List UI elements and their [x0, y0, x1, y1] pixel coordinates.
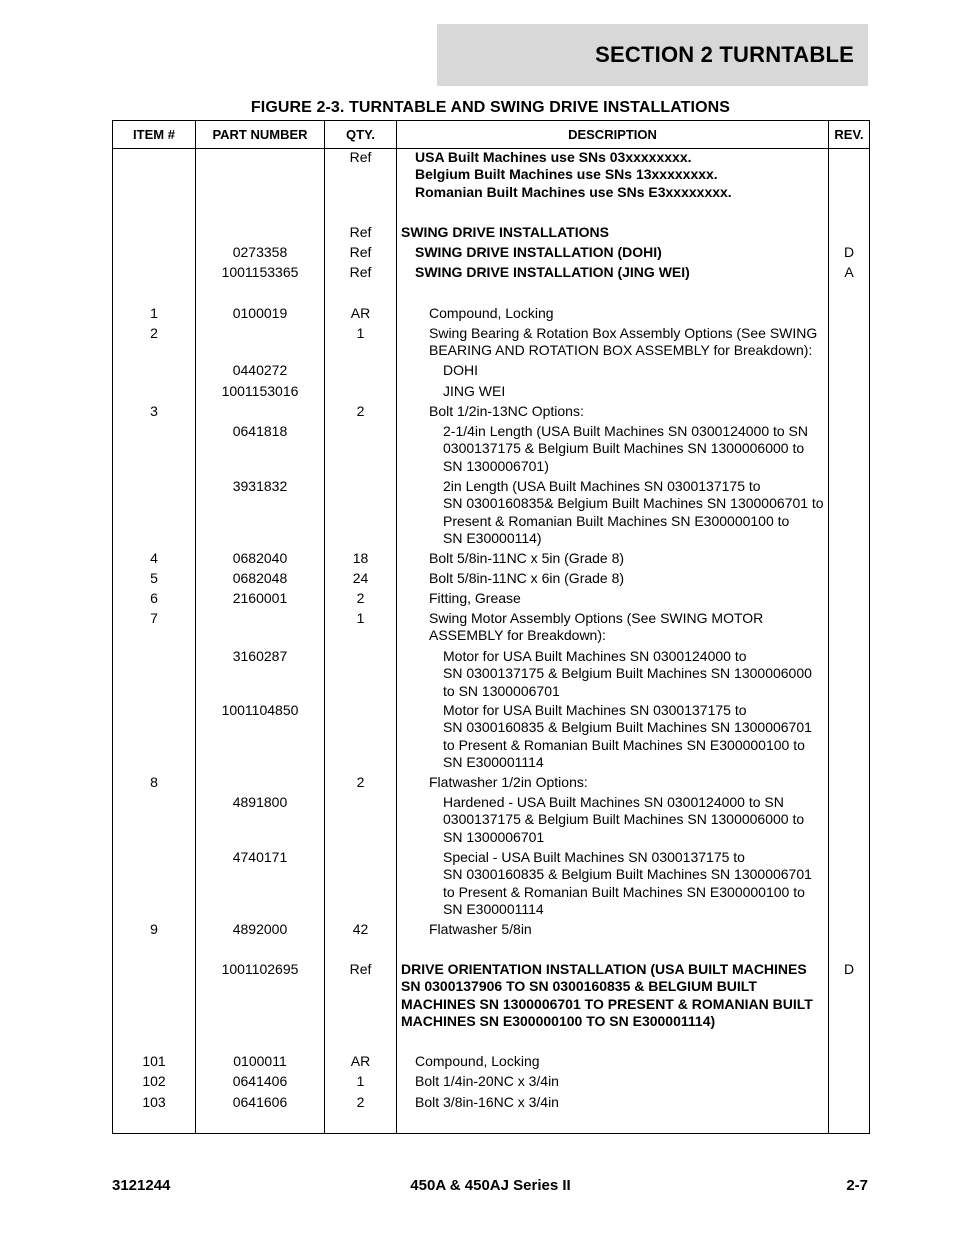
description-line: SN 0300137906 TO SN 0300160835 & BELGIUM BUILT	[401, 978, 757, 995]
description-line: ASSEMBLY for Breakdown):	[429, 627, 606, 644]
quantity: 42	[352, 921, 369, 937]
item-number: 103	[142, 1094, 166, 1110]
description-line: SN E300001114	[443, 900, 544, 917]
item-number: 101	[142, 1053, 166, 1069]
revision: A	[844, 264, 854, 280]
description-line: Present & Romanian Built Machines SN E300000100 to	[443, 512, 790, 529]
description-line: DRIVE ORIENTATION INSTALLATION (USA BUILT MACHINES	[401, 961, 807, 977]
part-number: 2160001	[232, 590, 288, 606]
part-number: 0641606	[232, 1094, 288, 1110]
quantity: 1	[356, 1073, 365, 1089]
description-line: SN 0300160835& Belgium Built Machines SN 1300006701 to	[443, 495, 824, 512]
part-number: 3931832	[232, 478, 288, 494]
figure-title: FIGURE 2-3. TURNTABLE AND SWING DRIVE INSTALLATIONS	[250, 99, 731, 116]
part-number: 0682040	[232, 550, 288, 566]
item-number: 1	[150, 305, 158, 321]
footer-model: 450A & 450AJ Series II	[410, 1177, 571, 1194]
description-line: Flatwasher 1/2in Options:	[429, 774, 588, 790]
section-header	[437, 24, 868, 86]
description-line: SN 1300006701)	[443, 457, 549, 474]
description-line: 2in Length (USA Built Machines SN 0300137175 to	[443, 478, 761, 494]
description-line: 2-1/4in Length (USA Built Machines SN 0300124000 to SN	[443, 423, 809, 439]
description-line: Flatwasher 5/8in	[429, 921, 532, 937]
section-title: SECTION 2 TURNTABLE	[595, 42, 854, 67]
description-line: JING WEI	[443, 383, 506, 399]
part-number: 4891800	[232, 794, 288, 810]
part-number: 1001104850	[221, 702, 299, 718]
part-number: 0273358	[232, 244, 288, 260]
quantity: 1	[356, 325, 365, 341]
description-line: Bolt 5/8in-11NC x 6in (Grade 8)	[429, 570, 625, 586]
quantity: Ref	[349, 961, 372, 977]
quantity: Ref	[349, 224, 372, 240]
quantity: 24	[352, 570, 369, 586]
column-header-qty: QTY.	[346, 126, 375, 142]
description-line: SN 0300160835 & Belgium Built Machines SN 1300006701	[443, 866, 812, 883]
part-number: 0100019	[232, 305, 288, 321]
description-line: 0300137175 & Belgium Built Machines SN 1300006000 to	[443, 811, 805, 828]
description-line: Fitting, Grease	[429, 590, 521, 606]
description-line: DOHI	[443, 362, 478, 378]
column-header-part-number: PART NUMBER	[212, 126, 308, 142]
column-header-item: ITEM #	[133, 126, 175, 142]
description-line: Motor for USA Built Machines SN 0300124000 to	[443, 648, 747, 664]
description-line: to Present & Romanian Built Machines SN E300000100 to	[443, 883, 805, 900]
description-line: SN 0300137175 & Belgium Built Machines SN 1300006000	[443, 665, 812, 682]
description-line: BEARING AND ROTATION BOX ASSEMBLY for Breakdown):	[429, 342, 813, 359]
item-number: 102	[142, 1073, 166, 1089]
quantity: 2	[356, 403, 365, 419]
description-line: SN 1300006701	[443, 828, 545, 845]
quantity: 18	[352, 550, 369, 566]
part-number: 0100011	[233, 1053, 287, 1069]
description-line: to SN 1300006701	[443, 682, 560, 699]
part-number: 0440272	[232, 362, 288, 378]
description-line: SN 0300160835 & Belgium Built Machines SN 1300006701	[443, 719, 812, 736]
quantity: 2	[356, 774, 365, 790]
item-number: 6	[150, 590, 158, 606]
part-number: 0641818	[232, 423, 288, 439]
item-number: 4	[150, 550, 158, 566]
item-number: 2	[150, 325, 158, 341]
item-number: 7	[150, 610, 158, 626]
part-number: 0682048	[232, 570, 288, 586]
part-number: 1001102695	[221, 961, 299, 977]
description-line: Bolt 1/2in-13NC Options:	[429, 403, 584, 419]
description-line: SWING DRIVE INSTALLATION (JING WEI)	[415, 264, 690, 280]
description-line: Motor for USA Built Machines SN 0300137175 to	[443, 702, 747, 718]
item-number: 8	[150, 774, 158, 790]
description-line: Hardened - USA Built Machines SN 0300124000 to SN	[443, 794, 784, 810]
description-line: 0300137175 & Belgium Built Machines SN 1300006000 to	[443, 440, 805, 457]
revision: D	[843, 244, 855, 260]
part-number: 0641406	[232, 1073, 288, 1089]
footer-page-number: 2-7	[846, 1177, 868, 1194]
footer-doc-number: 3121244	[112, 1177, 171, 1194]
quantity: Ref	[349, 244, 372, 260]
part-number: 4740171	[232, 849, 288, 865]
part-number: 4892000	[232, 921, 288, 937]
description-line: Compound, Locking	[415, 1053, 540, 1069]
column-header-rev: REV.	[834, 126, 864, 142]
item-number: 5	[150, 570, 158, 586]
item-number: 9	[150, 921, 158, 937]
description-line: Compound, Locking	[429, 305, 554, 321]
column-divider	[396, 120, 397, 1134]
description-line: SN E300001114	[443, 753, 544, 770]
quantity: Ref	[349, 149, 372, 165]
description-line: MACHINES SN E300000100 TO SN E300001114)	[401, 1012, 716, 1029]
quantity: Ref	[349, 264, 372, 280]
description-line: SWING DRIVE INSTALLATIONS	[401, 224, 609, 240]
description-line: Bolt 5/8in-11NC x 5in (Grade 8)	[429, 550, 625, 566]
part-number: 1001153365	[221, 264, 299, 280]
description-line: MACHINES SN 1300006701 TO PRESENT & ROMANIAN BUILT	[401, 995, 813, 1012]
description-line: Romanian Built Machines use SNs E3xxxxxxxx.	[415, 183, 732, 200]
part-number: 3160287	[232, 648, 288, 664]
quantity: AR	[350, 305, 371, 321]
description-line: SN E30000114)	[443, 529, 542, 546]
description-line: Swing Motor Assembly Options (See SWING MOTOR	[429, 610, 764, 626]
description-line: Special - USA Built Machines SN 0300137175 to	[443, 849, 745, 865]
description-line: Bolt 1/4in-20NC x 3/4in	[415, 1073, 559, 1089]
quantity: 1	[356, 610, 365, 626]
description-line: SWING DRIVE INSTALLATION (DOHI)	[415, 244, 662, 260]
description-line: to Present & Romanian Built Machines SN E300000100 to	[443, 736, 805, 753]
revision: D	[843, 961, 855, 977]
column-header-description: DESCRIPTION	[568, 126, 657, 142]
description-line: USA Built Machines use SNs 03xxxxxxxx.	[415, 149, 692, 165]
quantity: 2	[356, 1094, 365, 1110]
description-line: Swing Bearing & Rotation Box Assembly Options (See SWING	[429, 325, 818, 341]
description-line: Bolt 3/8in-16NC x 3/4in	[415, 1094, 559, 1110]
quantity: AR	[350, 1053, 371, 1069]
description-line: Belgium Built Machines use SNs 13xxxxxxxx.	[415, 166, 718, 183]
item-number: 3	[150, 403, 158, 419]
quantity: 2	[356, 590, 365, 606]
part-number: 1001153016	[221, 383, 299, 399]
